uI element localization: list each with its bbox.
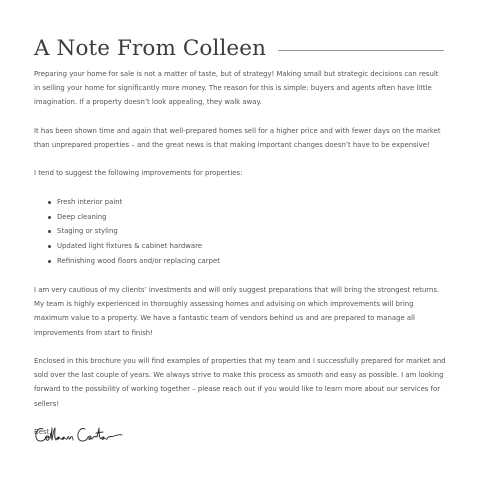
title-row: [34, 36, 444, 62]
improvements-list: [34, 195, 446, 269]
letter-body: [34, 67, 446, 439]
list-item: Updated light fixtures & cabinet hardware: [48, 239, 446, 254]
list-item: Fresh interior paint: [48, 195, 446, 210]
paragraph-suggestions-lead: I tend to suggest the following improvements for properties:: [34, 169, 243, 178]
paragraph-intro: Preparing your home for sale is not a matter of taste, but of strategy! Making small but strategic decisions can result in selling your home for significantly more money. The reason for this is simple: buyers and agents often have little imagination. If a property doesn’t look appealing, they walk away.: [34, 70, 439, 107]
list-item: Deep cleaning: [48, 210, 446, 225]
handwritten-signature: [34, 424, 124, 446]
list-item: Staging or styling: [48, 224, 446, 239]
signoff: Best,: [34, 427, 52, 436]
paragraph-brochure: Enclosed in this brochure you will find examples of properties that my team and I successfully prepared for market and sold over the last couple of years. We always strive to make this process as smooth and easy as possible. I am looking forward to the possibility of working together – please reach out if you would like to learn more about our services for sellers!: [34, 356, 446, 408]
page-title: A Note From Colleen: [34, 36, 267, 61]
title-divider: [278, 50, 444, 51]
paragraph-well-prepared: It has been shown time and again that well-prepared homes sell for a higher price and with fewer days on the market than unprepared properties – and the great news is that making important changes doesn’t have to be expensive!: [34, 126, 441, 149]
list-item: Refinishing wood floors and/or replacing carpet: [48, 254, 446, 269]
paragraph-clients: I am very cautious of my clients’ investments and will only suggest preparations that will bring the strongest returns. My team is highly experienced in thoroughly assessing homes and advising on which improvements will bring maximum value to a property. We have a fantastic team of vendors behind us and are prepared to manage all improvements from start to finish!: [34, 285, 440, 337]
